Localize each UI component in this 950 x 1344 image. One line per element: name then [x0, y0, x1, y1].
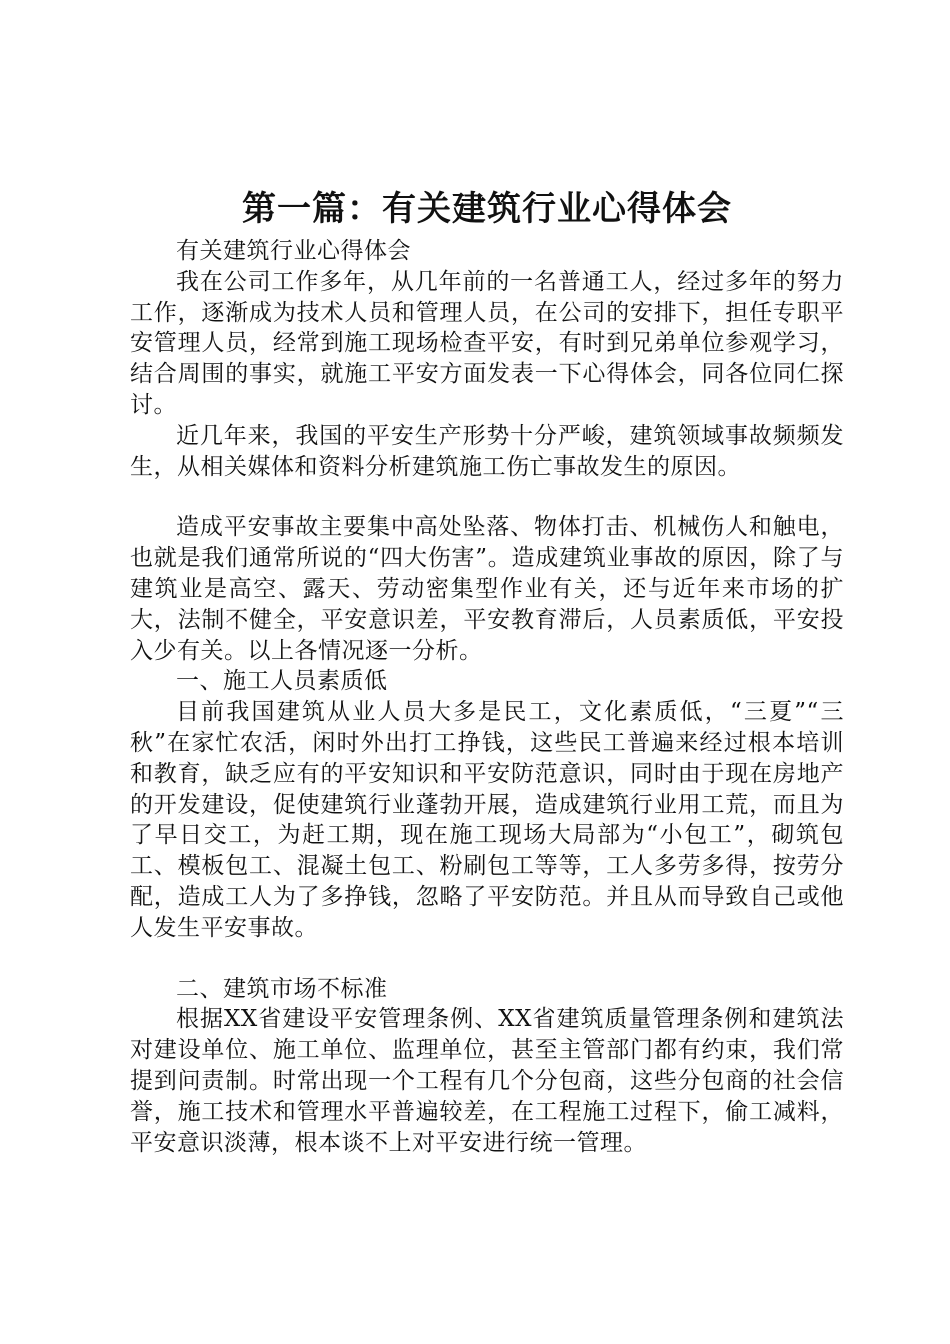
document-title: 第一篇：有关建筑行业心得体会	[242, 189, 732, 229]
paragraph-section-2: 根据XX省建设平安管理条例、XX省建筑质量管理条例和建筑法对建设单位、施工单位、监理单位，甚至主管部门都有约束，我们常提到问责制。时常出现一个工程有几个分包商，这些分包商的社会信誉，施工技术和管理水平普遍较差，在工程施工过程下，偷工减料，平安意识淡薄，根本谈不上对平安进行统一管理。	[130, 1006, 844, 1156]
section-heading-1: 一、施工人员素质低	[176, 668, 388, 695]
paragraph-situation: 近几年来，我国的平安生产形势十分严峻，建筑领域事故频频发生，从相关媒体和资料分析建筑施工伤亡事故发生的原因。	[130, 422, 844, 480]
section-heading-2: 二、建筑市场不标准	[176, 975, 388, 1002]
paragraph-causes: 造成平安事故主要集中高处坠落、物体打击、机械伤人和触电，也就是我们通常所说的“四大伤害”。造成建筑业事故的原因，除了与建筑业是高空、露天、劳动密集型作业有关，还与近年来市场的扩大，法制不健全，平安意识差，平安教育滞后，人员素质低，平安投入少有关。以上各情况逐一分析。	[130, 514, 844, 664]
document-page	[130, 186, 844, 1158]
document-subtitle: 有关建筑行业心得体会	[176, 238, 411, 264]
paragraph-intro: 我在公司工作多年，从几年前的一名普通工人，经过多年的努力工作，逐渐成为技术人员和管理人员，在公司的安排下，担任专职平安管理人员，经常到施工现场检查平安，有时到兄弟单位参观学习，结合周围的事实，就施工平安方面发表一下心得体会，同各位同仁探讨。	[130, 268, 844, 418]
paragraph-section-1: 目前我国建筑从业人员大多是民工，文化素质低，“三夏”“三秋”在家忙农活，闲时外出打工挣钱，这些民工普遍来经过根本培训和教育，缺乏应有的平安知识和平安防范意识，同时由于现在房地产的开发建设，促使建筑行业蓬勃开展，造成建筑行业用工荒，而且为了早日交工，为赶工期，现在施工现场大局部为“小包工”，砌筑包工、模板包工、混凝土包工、粉刷包工等等，工人多劳多得，按劳分配，造成工人为了多挣钱，忽略了平安防范。并且从而导致自己或他人发生平安事故。	[130, 699, 844, 941]
